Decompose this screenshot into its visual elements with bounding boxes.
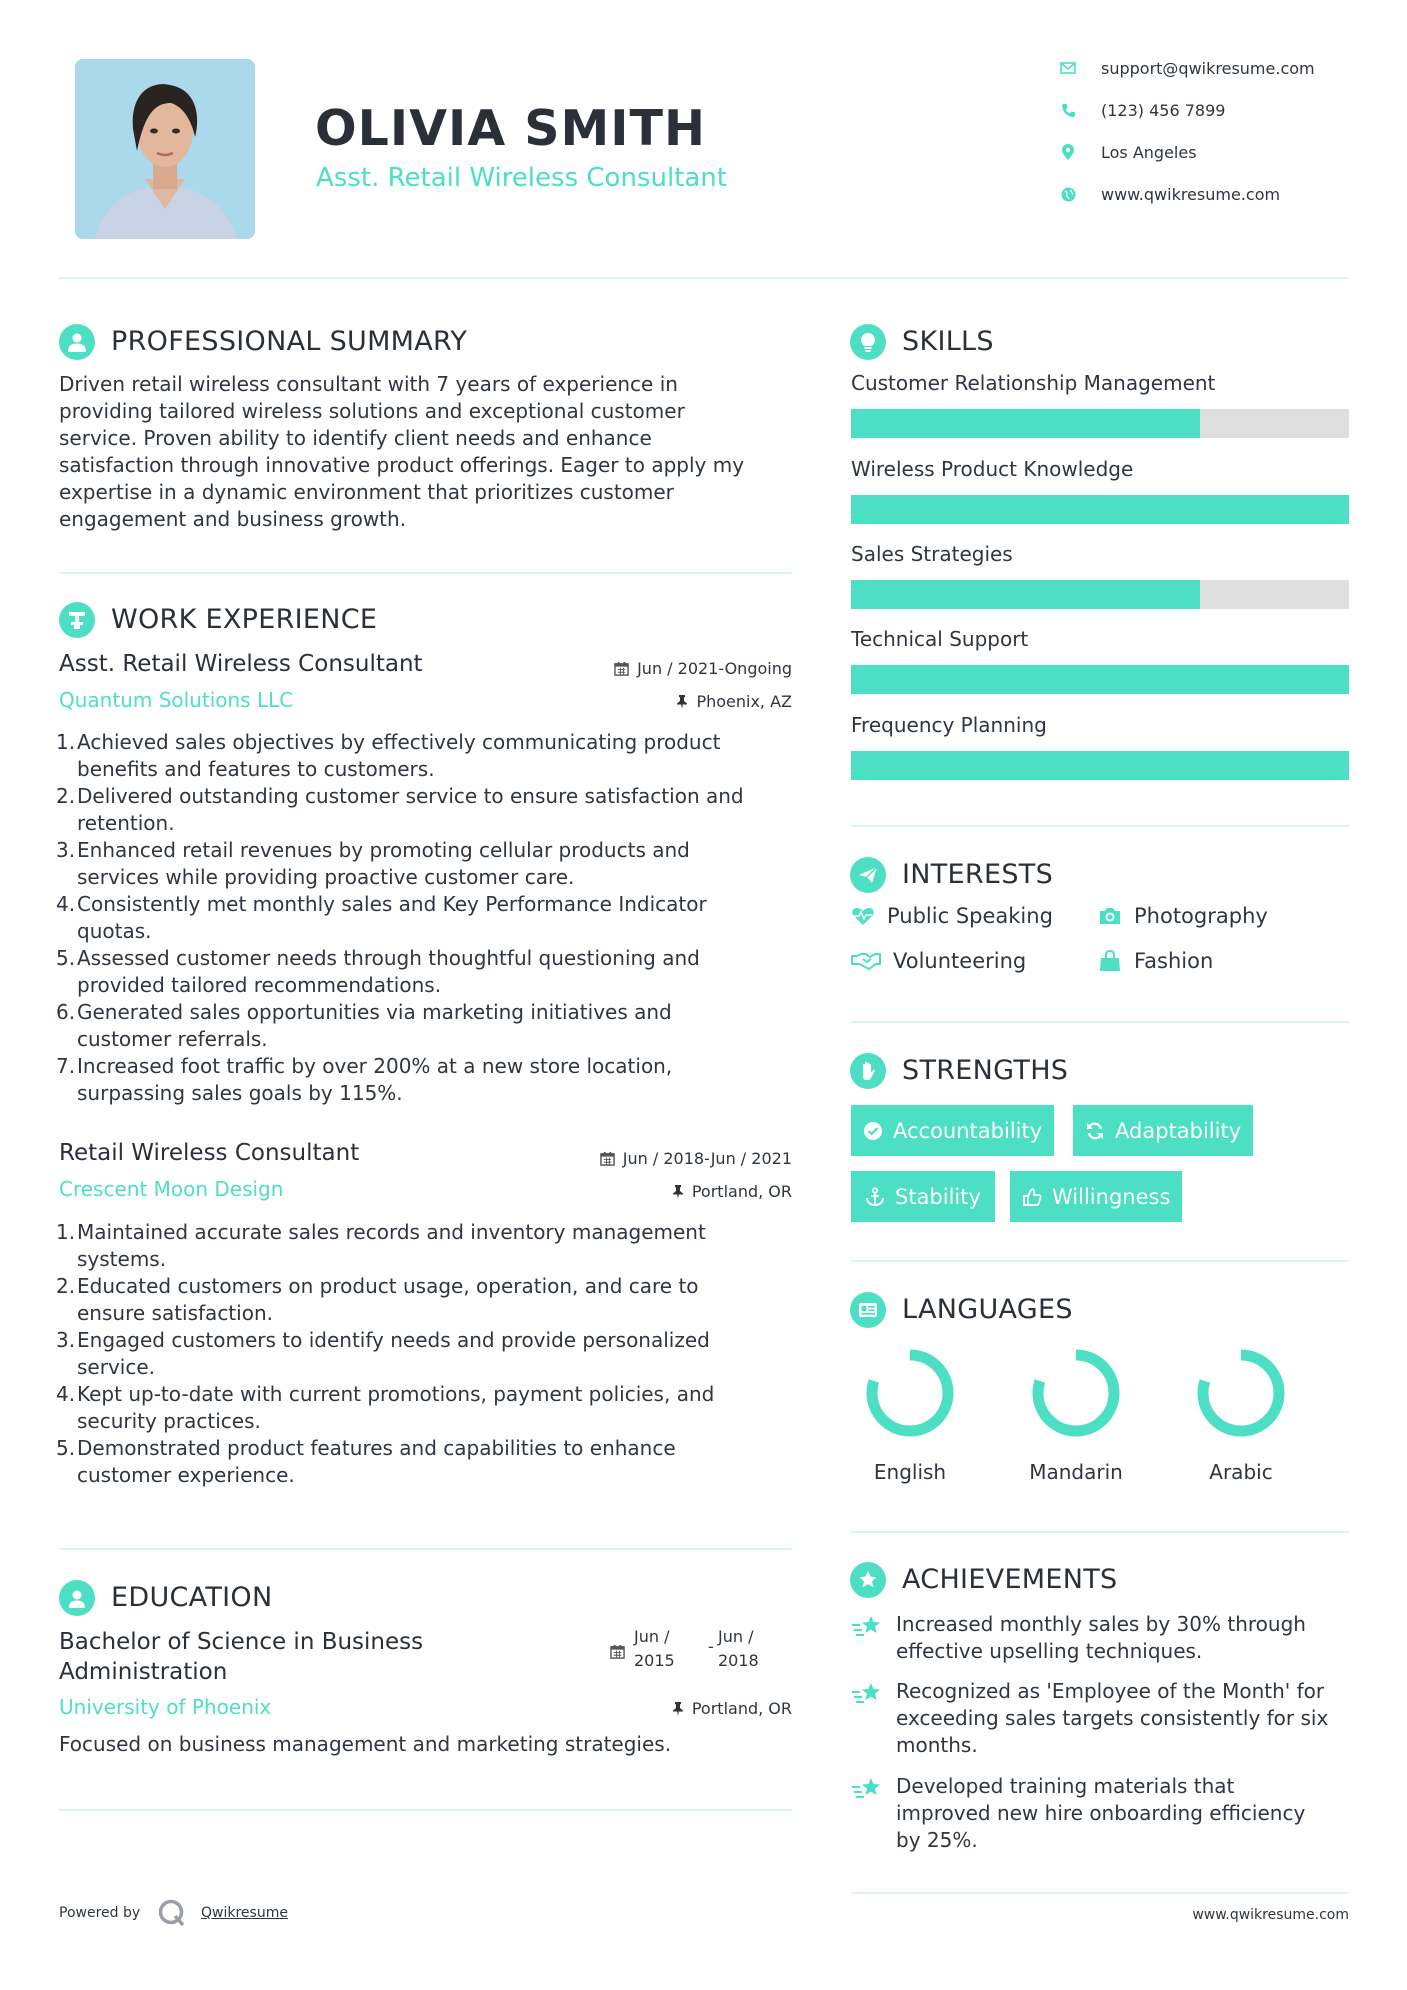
interest-item [1098,904,1268,928]
star-badge-icon [850,1562,886,1598]
contact-phone[interactable] [1055,100,1355,120]
work-heading: WORK EXPERIENCE [111,604,378,635]
list-item: 3. Engaged customers to identify needs and provide personalized service. [56,1328,710,1379]
skill-name: Wireless Product Knowledge [851,457,1134,481]
job-responsibilities [56,1219,799,1489]
section-divider [851,1260,1349,1262]
section-divider [59,1809,792,1811]
interests-heading: INTERESTS [902,859,1054,890]
interest-item [851,904,1053,928]
education-description: Focused on business management and marketing strategies. [59,1732,672,1756]
skill-name: Sales Strategies [851,542,1013,566]
list-item: 6. Generated sales opportunities via marketing initiatives and customer referrals. [56,1000,672,1051]
language-ring [865,1348,955,1438]
date-start-month: Jun / [634,1627,670,1646]
degree-line: Bachelor of Science in Business [59,1629,424,1655]
list-item: 4. Consistently met monthly sales and Key Performance Indicator quotas. [56,892,707,943]
strength-label: Stability [895,1184,981,1209]
phone-icon [1055,100,1081,120]
languages-heading: LANGUAGES [902,1294,1073,1325]
contact-phone-text: (123) 456 7899 [1101,100,1226,120]
skill-bar [851,495,1349,524]
section-divider [59,572,792,574]
job-title: Asst. Retail Wireless Consultant [59,651,423,677]
section-divider [851,825,1349,827]
skill-name: Technical Support [851,627,1029,651]
strength-tag [851,1105,1054,1156]
anchor-icon [865,1187,885,1207]
graduation-icon [59,1580,95,1616]
footer-website-link[interactable]: www.qwikresume.com [1192,1907,1349,1923]
contact-email-text: support@qwikresume.com [1101,58,1315,78]
education-location-text: Portland, OR [691,1699,792,1718]
school-name[interactable]: University of Phoenix [59,1695,272,1719]
lightbulb-icon [850,324,886,360]
list-item: 2. Delivered outstanding customer service to ensure satisfaction and retention. [56,784,744,835]
job-location-text: Phoenix, AZ [696,692,792,711]
interest-label: Photography [1134,904,1268,928]
section-divider [851,1892,1349,1894]
job-location [542,1182,792,1201]
list-item: 1. Maintained accurate sales records and inventory management systems. [56,1220,706,1271]
date-end-month: Jun / [718,1627,754,1646]
contact-email[interactable] [1055,58,1355,78]
candidate-title: Asst. Retail Wireless Consultant [316,163,727,193]
shooting-star-icon [851,1613,885,1643]
contact-website[interactable] [1055,184,1355,204]
job-dates [542,1149,792,1168]
summary-heading: PROFESSIONAL SUMMARY [111,326,468,357]
language-name: Mandarin [1029,1460,1123,1484]
contact-website-text: www.qwikresume.com [1101,184,1281,204]
id-card-icon [850,1292,886,1328]
paper-plane-icon [850,857,886,893]
achievement-line: Recognized as 'Employee of the Month' for [896,1679,1325,1703]
hand-icon [850,1053,886,1089]
heartbeat-icon [851,906,875,926]
language-name: Arabic [1209,1460,1273,1484]
achievement-line: Increased monthly sales by 30% through [896,1612,1306,1636]
strengths-heading: STRENGTHS [902,1055,1069,1086]
powered-by-label: Powered by [59,1905,141,1921]
education-dates [608,1627,788,1677]
degree-line: Administration [59,1659,228,1685]
calendar-icon [610,1644,625,1659]
achievement-line: effective upselling techniques. [896,1639,1203,1663]
summary-line: expertise in a dynamic environment that prioritizes customer [59,480,674,504]
interest-item [851,949,1026,973]
achievements-heading: ACHIEVEMENTS [902,1564,1118,1595]
skill-bar-fill [851,751,1349,780]
interest-label: Volunteering [893,949,1027,973]
job-title: Retail Wireless Consultant [59,1140,360,1166]
strength-tag [1073,1105,1253,1156]
job-dates-text: Jun / 2021-Ongoing [637,659,792,678]
pushpin-icon [676,695,688,709]
strength-tag [851,1171,995,1222]
contact-location [1055,142,1355,162]
globe-icon [1055,184,1081,204]
job-location [542,692,792,711]
thumbs-up-icon [1022,1187,1042,1207]
language-ring-group [830,1338,1330,1498]
summary-line: Driven retail wireless consultant with 7 years of experience in [59,372,678,396]
job-dates [542,659,792,678]
skill-name: Frequency Planning [851,713,1047,737]
degree-title [59,1627,423,1687]
section-divider [851,1021,1349,1023]
check-circle-icon [863,1121,883,1141]
strength-label: Willingness [1052,1184,1171,1209]
achievement-line: improved new hire onboarding efficiency [896,1801,1306,1825]
header-divider [59,277,1348,279]
brand-link[interactable]: Qwikresume [201,1905,288,1921]
job-dates-text: Jun / 2018-Jun / 2021 [622,1149,792,1168]
skill-bar-fill [851,495,1349,524]
language-ring [1031,1348,1121,1438]
summary-line: satisfaction through innovative product offerings. Eager to apply my [59,453,745,477]
list-item: 5. Assessed customer needs through thoughtful questioning and provided tailored recommendations. [56,946,700,997]
calendar-icon [600,1151,615,1166]
list-item: 5. Demonstrated product features and capabilities to enhance customer experience. [56,1436,676,1487]
briefcase-icon [59,602,95,638]
education-heading: EDUCATION [111,1582,273,1613]
shopping-bag-icon [1098,950,1122,972]
company-name[interactable]: Quantum Solutions LLC [59,688,294,712]
strength-label: Adaptability [1115,1118,1242,1143]
shooting-star-icon [851,1680,885,1710]
mail-icon [1055,58,1081,78]
list-item: 1. Achieved sales objectives by effectively communicating product benefits and features to customers. [56,730,721,781]
pushpin-icon [672,1702,684,1716]
language-name: English [873,1460,947,1484]
achievement-line: exceeding sales targets consistently for six [896,1706,1329,1730]
summary-text [59,371,799,533]
contact-location-text: Los Angeles [1101,142,1197,162]
skill-bar [851,409,1349,438]
achievement-line: Developed training materials that [896,1774,1235,1798]
list-item: 2. Educated customers on product usage, operation, and care to ensure satisfaction. [56,1274,699,1325]
achievement-line: by 25%. [896,1828,978,1852]
user-icon [59,324,95,360]
interest-label: Fashion [1134,949,1214,973]
list-item: 7. Increased foot traffic by over 200% at a new store location, surpassing sales goals by 115%. [56,1054,673,1105]
language-ring [1196,1348,1286,1438]
company-name[interactable]: Crescent Moon Design [59,1177,284,1201]
qwikresume-logo-icon [157,1898,187,1928]
list-item: 4. Kept up-to-date with current promotions, payment policies, and security practices. [56,1382,715,1433]
strength-tag [1010,1171,1182,1222]
date-separator: - [708,1637,714,1656]
camera-icon [1098,906,1122,926]
skill-bar [851,580,1349,609]
candidate-name: OLIVIA SMITH [315,100,706,157]
date-start-year: 2015 [634,1651,675,1670]
map-pin-icon [1055,142,1081,162]
refresh-icon [1085,1121,1105,1141]
job-responsibilities [56,729,799,1107]
handshake-icon [851,951,881,971]
list-item: 3. Enhanced retail revenues by promoting cellular products and services while providing proactive customer care. [56,838,690,889]
summary-line: engagement and business growth. [59,507,407,531]
summary-line: service. Proven ability to identify client needs and enhance [59,426,652,450]
section-divider [59,1548,792,1550]
skill-bar [851,665,1349,694]
skill-bar-fill [851,580,1200,609]
interest-label: Public Speaking [887,904,1053,928]
strength-label: Accountability [893,1118,1043,1143]
skill-bar [851,751,1349,780]
summary-line: providing tailored wireless solutions and exceptional customer [59,399,685,423]
shooting-star-icon [851,1775,885,1805]
profile-photo [75,59,255,239]
job-location-text: Portland, OR [691,1182,792,1201]
date-end-year: 2018 [718,1651,759,1670]
section-divider [851,1531,1349,1533]
education-location [542,1699,792,1718]
calendar-icon [614,661,629,676]
achievement-line: months. [896,1733,978,1757]
interest-item [1098,949,1213,973]
skill-bar-fill [851,665,1349,694]
skills-heading: SKILLS [902,326,994,357]
pushpin-icon [672,1185,684,1199]
skill-bar-fill [851,409,1200,438]
skill-name: Customer Relationship Management [851,371,1216,395]
